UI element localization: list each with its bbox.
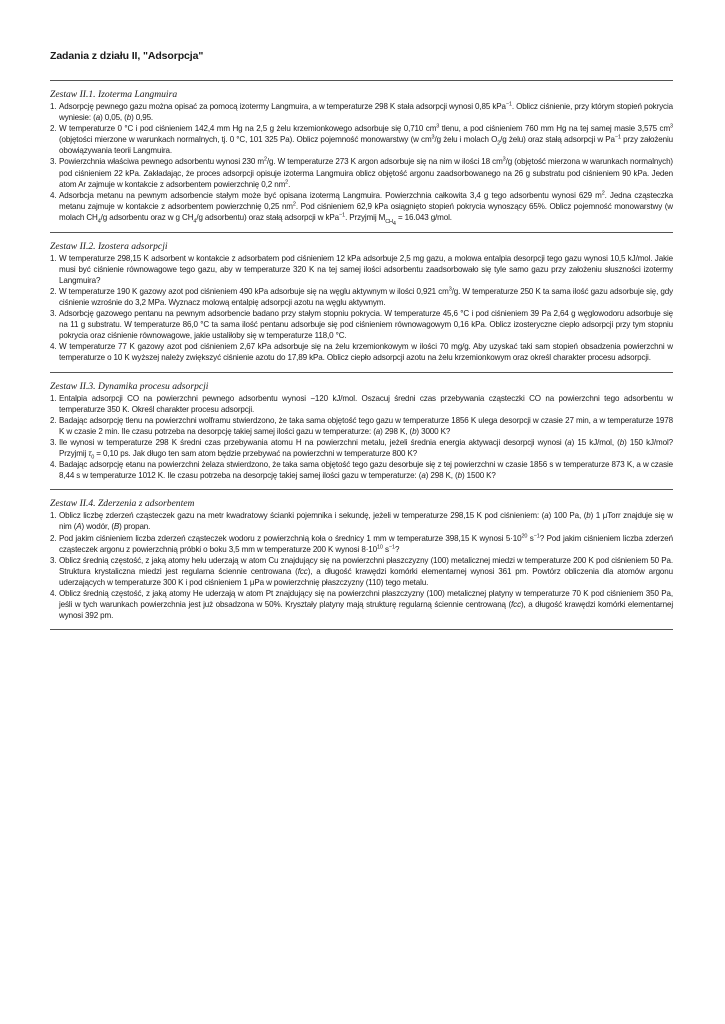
- task-number: 2.: [50, 415, 57, 425]
- task-number: 1.: [50, 253, 57, 263]
- task-text: W temperaturze 0 °C i pod ciśnieniem 142,4 mm Hg na 2,5 g żelu krzemionkowego adsorbuje się 0,710 $cm^3$ tlenu, a pod ciśnieniem 760 mm Hg na tej samej masie 3,575 $cm^3$ (objętości mierzone w warunkach normalnych, tj. 0 °C, 101 325 Pa). Oblicz pojemność monowarstwy (w $cm^3/g$ żelu i molach $O_2/g$ żelu) oraz stałą adsorpcji w $Pa^{-1}$ przy założeniu obowiązywania teorii Langmuira.: [59, 123, 674, 156]
- task-number: 2.: [50, 533, 57, 543]
- task-item: [50, 415, 673, 437]
- task-text: W temperaturze 77 K gazowy azot pod ciśnieniem 2,67 kPa adsorbuje się na żelu krzemionkowym w ilości 70 mg/g. Aby uzyskać taki sam stopień obsadzenia powierzchni w temperaturze o 10 K wyższej należy zwiększyć ciśnienie azotu do 17,89 kPa. Oblicz ciepło adsorpcji azotu na żelu krzemionkowym oraz określ charakter procesu adsorpcji.: [59, 342, 673, 363]
- task-item: [50, 308, 673, 341]
- task-number: 2.: [50, 286, 57, 296]
- task-text: Badając adsorpcję tlenu na powierzchni wolframu stwierdzono, że taka sama objętość tego gazu w temperaturze 1856 K ulega desorpcji w czasie 27 min, a w temperaturze 1978 K w czasie 2 min. Ile czasu potrzeba na desorpcję takiej samej ilości gazu w temperaturze: (a) 298 K, (b) 3000 K?: [59, 415, 673, 436]
- task-text: W temperaturze 190 K gazowy azot pod ciśnieniem 490 kPa adsorbuje się na węglu aktywnym w ilości 0,921 $cm^3/g$. W temperaturze 250 K ta sama ilość gazu adsorbuje się, gdy ciśnienie wzrośnie do 3,2 MPa. Wyznacz molową entalpię adsorpcji azotu na węglu aktywnym.: [59, 286, 673, 308]
- task-list: [50, 510, 673, 621]
- task-number: 3.: [50, 309, 57, 319]
- task-item: [50, 286, 673, 308]
- task-number: 4.: [50, 342, 57, 352]
- sections-container: [50, 81, 673, 630]
- section: [50, 373, 673, 490]
- task-list: [50, 253, 673, 364]
- task-item: [50, 533, 673, 555]
- task-number: 1.: [50, 511, 57, 521]
- section: [50, 490, 673, 629]
- task-text: Oblicz średnią częstość, z jaką atomy helu uderzają w atom Cu znajdujący się na powierzchni płaszczyzny (100) metalicznej miedzi w temperaturze 200 K pod ciśnieniem 50 Pa. Struktura krystaliczna miedzi jest regularna ściennie centrowana (fcc), a długość krawędzi komórki elementarnej wynosi 361 pm. Powtórz obliczenia dla atomów argonu uderzających w temperaturze 300 K i pod ciśnieniem 1 μPa w powierzchnię płaszczyzny (110) tego metalu.: [59, 555, 673, 587]
- task-number: 2.: [50, 124, 57, 134]
- task-text: Powierzchnia właściwa pewnego adsorbentu wynosi 230 $m^2/g$. W temperaturze 273 K argon adsorbuje się na nim w ilości 18 $cm^3/g$ (objętość mierzona w warunkach normalnych) pod ciśnieniem 22 kPa. Zakładając, że proces adsorpcji opisuje izoterma Langmuira oblicz objętość argonu zaadsorbowanego na 26 g substratu pod ciśnieniem 90 kPa. Jeden atom Ar zajmuje w kontakcie z adsorbentem powierzchnię 0,2 $nm^2$.: [59, 156, 673, 189]
- task-number: 1.: [50, 102, 57, 111]
- task-number: 4.: [50, 190, 57, 200]
- task-text: Adsorbcja metanu na pewnym adsorbencie stałym może być opisana izotermą Langmuira. Powierzchnia całkowita 3,4 g tego adsorbentu wynosi 629 $m^2$. Jedna cząsteczka metanu zajmuje w kontakcie z adsorbentem powierzchnię 0,25 $nm^2$. Pod ciśnieniem 62,9 kPa osiągnięto stopień pokrycia wynoszący 65%. Oblicz pojemność monowarstwy (w molach $CH_4/g$ adsorbentu oraz w g $CH_4/g$ adsorbentu) oraz stałą adsorpcji w kPa$^{-1}$. Przyjmij $M_{CH_4} = 16.043$ g/mol.: [59, 190, 673, 227]
- task-item: [50, 555, 673, 588]
- task-item: [50, 588, 673, 621]
- task-number: 3.: [50, 437, 57, 447]
- section-title: Zestaw II.3. Dynamika procesu adsorpcji: [50, 380, 209, 392]
- section: [50, 81, 673, 232]
- task-list: [50, 101, 674, 227]
- task-list: [50, 393, 673, 482]
- task-item: [50, 510, 673, 532]
- task-item: [50, 393, 673, 415]
- task-item: [50, 459, 673, 481]
- task-item: [50, 437, 673, 459]
- task-item: [50, 253, 673, 286]
- task-item: [50, 190, 673, 227]
- task-number: 3.: [50, 555, 57, 565]
- task-item: [50, 156, 673, 189]
- document-title: Zadania z działu II, "Adsorpcja": [50, 50, 204, 62]
- task-text: Oblicz średnią częstość, z jaką atomy He uderzają w atom Pt znajdujący się na powierzchni płaszczyzny (100) metalicznej platyny w temperaturze 70 K pod ciśnieniem 350 Pa, jeśli w tych warunkach powierzchnia jest już obsadzona w 50%. Kryształy platyny mają strukturę regularną ściennie centrowaną (fcc), a długość krawędzi komórki elementarnej wynosi 392 pm.: [59, 588, 673, 621]
- task-number: 1.: [50, 393, 57, 403]
- task-text: Adsorpcję pewnego gazu można opisać za pomocą izotermy Langmuira, a w temperaturze 298 K stała adsorpcji wynosi 0,85 kPa$^{-1}$. Oblicz ciśnienie, przy którym stopień pokrycia wyniesie: (a) 0,05, (b) 0,95.: [59, 101, 673, 123]
- task-text: Entalpia adsorpcji CO na powierzchni pewnego adsorbentu wynosi −120 kJ/mol. Oszacuj średni czas przebywania cząsteczki CO na powierzchni tego adsorbentu w temperaturze 350 K. Określ charakter procesu adsorpcji.: [59, 393, 673, 414]
- section: [50, 233, 673, 372]
- task-text: Ile wynosi w temperaturze 298 K średni czas przebywania atomu H na powierzchni metalu, jeżeli średnia energia aktywacji desorpcji wynosi (a) 15 kJ/mol, (b) 150 kJ/mol? Przyjmij $\tau_0 = 0,10$ ps. Jak długo ten sam atom będzie przebywać na powierzchni w temperaturze 800 K?: [59, 437, 673, 461]
- task-text: Oblicz liczbę zderzeń cząsteczek gazu na metr kwadratowy ścianki pojemnika i sekundę, jeżeli w temperaturze 298,15 K pod ciśnieniem: (a) 100 Pa, (b) 1 μTorr znajduje się w nim (A) wodór, (B) propan.: [59, 511, 673, 532]
- section-title: Zestaw II.2. Izostera adsorpcji: [50, 240, 168, 252]
- section-title: Zestaw II.4. Zderzenia z adsorbentem: [50, 498, 195, 510]
- task-text: Adsorbcję gazowego pentanu na pewnym adsorbencie badano przy stałym stopniu pokrycia. W temperaturze 45,6 °C i pod ciśnieniem 39 Pa 2,64 g węglowodoru adsorbuje się na 11 g substratu. W temperaturze 86,0 °C ta sama ilość pentanu adsorbuje się pod ciśnieniem równowagowym 0,16 kPa. Oblicz izosteryczne ciepło adsorpcji przy tym stopniu pokrycia oraz ciśnienie równowagowe, jakie ustaliłoby się w temperaturze 118,0 °C.: [59, 309, 673, 341]
- task-text: Badając adsorpcję etanu na powierzchni żelaza stwierdzono, że taka sama objętość tego gazu desorbuje się z tej powierzchni w czasie 1856 s w temperaturze 873 K, a w czasie 8,44 s w temperaturze 1012 K. Ile czasu potrzeba na desorpcję takiej samej ilości gazu w temperaturze: (a) 298 K, (b) 1500 K?: [59, 460, 673, 481]
- section-title: Zestaw II.1. Izoterma Langmuira: [50, 89, 178, 100]
- divider: [50, 629, 673, 630]
- document-page: [50, 50, 673, 630]
- task-text: Pod jakim ciśnieniem liczba zderzeń cząsteczek wodoru z powierzchnią koła o średnicy 1 mm w temperaturze 398,15 K wynosi $5\cdot 10^{20}$ $s^{-1}$? Pod jakim ciśnieniem liczba zderzeń cząsteczek argonu z powierzchnią próbki o boku 3,5 mm w temperaturze 200 K wynosi $8\cdot 10^{10}$ $s^{-1}$?: [59, 532, 673, 554]
- task-number: 4.: [50, 588, 57, 598]
- task-item: [50, 123, 673, 156]
- task-item: [50, 101, 673, 123]
- task-number: 4.: [50, 460, 57, 470]
- task-item: [50, 341, 673, 363]
- task-text: W temperaturze 298,15 K adsorbent w kontakcie z adsorbatem pod ciśnieniem 12 kPa adsorbuje 2,5 mg gazu, a molowa entalpia desorpcji tego gazu wynosi 10,5 kJ/mol. Jakie musi być ciśnienie równowagowe tego gazu, aby w temperaturze 320 K na tej samej ilości adsorbentu zaadsorbowało się tyle samo gazu przy założeniu słuszności izotermy Langmuira?: [59, 253, 673, 285]
- task-number: 3.: [50, 157, 57, 167]
